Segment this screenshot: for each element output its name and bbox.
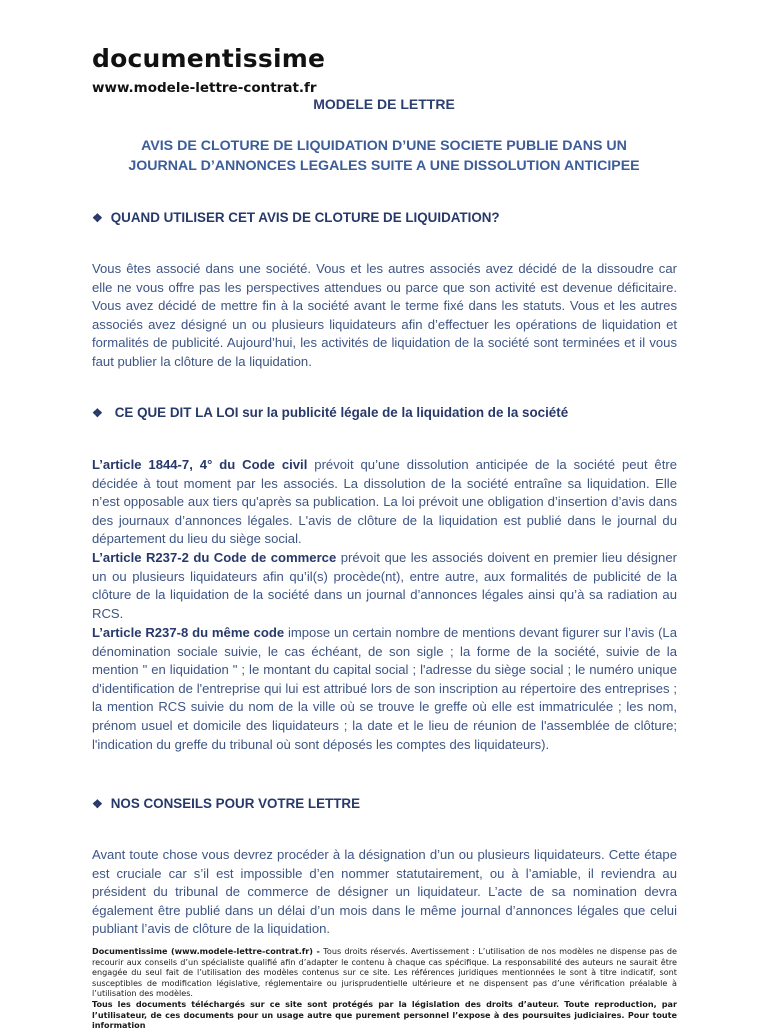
brand-name: documentissime <box>92 44 326 73</box>
section-paragraph-when-to-use: Vous êtes associé dans une société. Vous et les autres associés avez décidé de la dissoudre car elle ne vous offre pas les perspectives attendues ou parce que son activité est devenue déficitaire. Vous avez décidé de mettre fin à la société avant le terme fixé dans les statuts. Vous et les autres associés avez désigné un ou plusieurs liquidateurs afin d’effectuer les opérations de liquidation et formalités de publicité. Aujourd’hui, les activités de liquidation de la société sont terminées et il vous faut publier la clôture de la liquidation. <box>92 261 677 369</box>
section-heading-text: QUAND UTILISER CET AVIS DE CLOTURE DE LIQUIDATION? <box>110 210 500 225</box>
site-url[interactable]: www.modele-lettre-contrat.fr <box>92 80 317 96</box>
title-line-2: JOURNAL D’ANNONCES LEGALES SUITE A UNE DISSOLUTION ANTICIPEE <box>128 158 640 174</box>
document-title <box>92 136 676 176</box>
footer-disclaimer <box>92 946 677 1031</box>
section-heading-advice <box>92 796 360 811</box>
law-paragraph-civil-code <box>92 456 677 549</box>
section-heading-text: CE QUE DIT LA LOI sur la publicité légale de la liquidation de la société <box>114 405 569 420</box>
section-heading-text: NOS CONSEILS POUR VOTRE LETTRE <box>110 796 361 811</box>
article-text: prévoit que les associés doivent en premier lieu désigner un ou plusieurs liquidateurs afin qu’il(s) procède(nt), entre autre, aux formalités de publicité de la clôture de la liquidation de la société dans un journal d’annonces légales ainsi qu’à sa radiation au RCS. <box>92 550 677 621</box>
diamond-bullet-icon: ❖ <box>92 797 103 811</box>
section-paragraph-advice: Avant toute chose vous devrez procéder à la désignation d’un ou plusieurs liquidateurs. Cette étape est cruciale car s’il est impossible d’en nommer statutairement, ou à l’amiable, il reviendra au président du tribunal de commerce de désigner un liquidateur. L’acte de sa nomination devra également être publié dans un délai d’un mois dans le même journal d’annonces légales que celui publiant l’avis de clôture de la liquidation. <box>92 847 677 937</box>
law-paragraph-same-code <box>92 624 677 754</box>
article-reference: L’article R237-2 du Code de commerce <box>92 550 337 565</box>
footer-warning: Tous droits réservés. Avertissement : L’utilisation de nos modèles ne dispense pas de recourir aux conseils d’un spécialiste qualifié afin d’adapter le contenu à chaque cas spécifique. La responsabilité des auteurs ne saurait être engagée du seul fait de l’utilisation des modèles contenus sur ce site. Les références juridiques mentionnées le sont à titre indicatif, sont susceptibles de modification législative, réglementaire ou jurisprudentielle ultérieure et ne dispensent pas d’une vérification préalable à l’utilisation des modèles. <box>92 946 678 999</box>
article-text: prévoit qu’une dissolution anticipée de la société peut être décidée à tout moment par les associés. La dissolution de la société entraîne sa liquidation. Elle n’est opposable aux tiers qu'après sa publication. La loi prévoit une obligation d’insertion d’avis dans des journaux d’annonces légales. L'avis de clôture de la liquidation est publié dans le journal du département du lieu du siège social. <box>92 457 677 547</box>
section-heading-law <box>92 405 569 420</box>
law-paragraph-commerce-code <box>92 549 677 623</box>
footer-lead: Documentissime (www.modele-lettre-contrat.fr) - <box>92 946 324 956</box>
section-heading-when-to-use <box>92 210 500 225</box>
article-text: impose un certain nombre de mentions devant figurer sur l’avis (La dénomination sociale suivie, le cas échéant, de son sigle ; la forme de la société, suivie de la mention " en liquidation " ; le montant du capital social ; l'adresse du siège social ; le numéro unique d'identification de l'entreprise qui lui est attribué lors de son inscription au répertoire des entreprises ; la mention RCS suivie du nom de la ville où se trouve le greffe où elle est immatriculée ; les nom, prénom usuel et domicile des liquidateurs ; la date et le lieu de réunion de l'assemblée de clôture; l'indication du greffe du tribunal où sont déposés les comptes des liquidateurs). <box>92 625 677 752</box>
article-reference: L’article R237-8 du même code <box>92 625 285 640</box>
diamond-bullet-icon: ❖ <box>92 406 103 420</box>
footer-copyright: Tous les documents téléchargés sur ce site sont protégés par la législation des droits d’auteur. Toute reproduction, par l’utilisateur, de ces documents pour un usage autre que purement personnel l’expose à des poursuites judiciaires. Pour toute information <box>92 998 677 1031</box>
article-reference: L’article 1844-7, 4° du Code civil <box>92 457 308 472</box>
title-line-1: AVIS DE CLOTURE DE LIQUIDATION D’UNE SOCIETE PUBLIE DANS UN <box>141 138 627 154</box>
diamond-bullet-icon: ❖ <box>92 211 103 225</box>
document-type: MODELE DE LETTRE <box>313 96 455 112</box>
